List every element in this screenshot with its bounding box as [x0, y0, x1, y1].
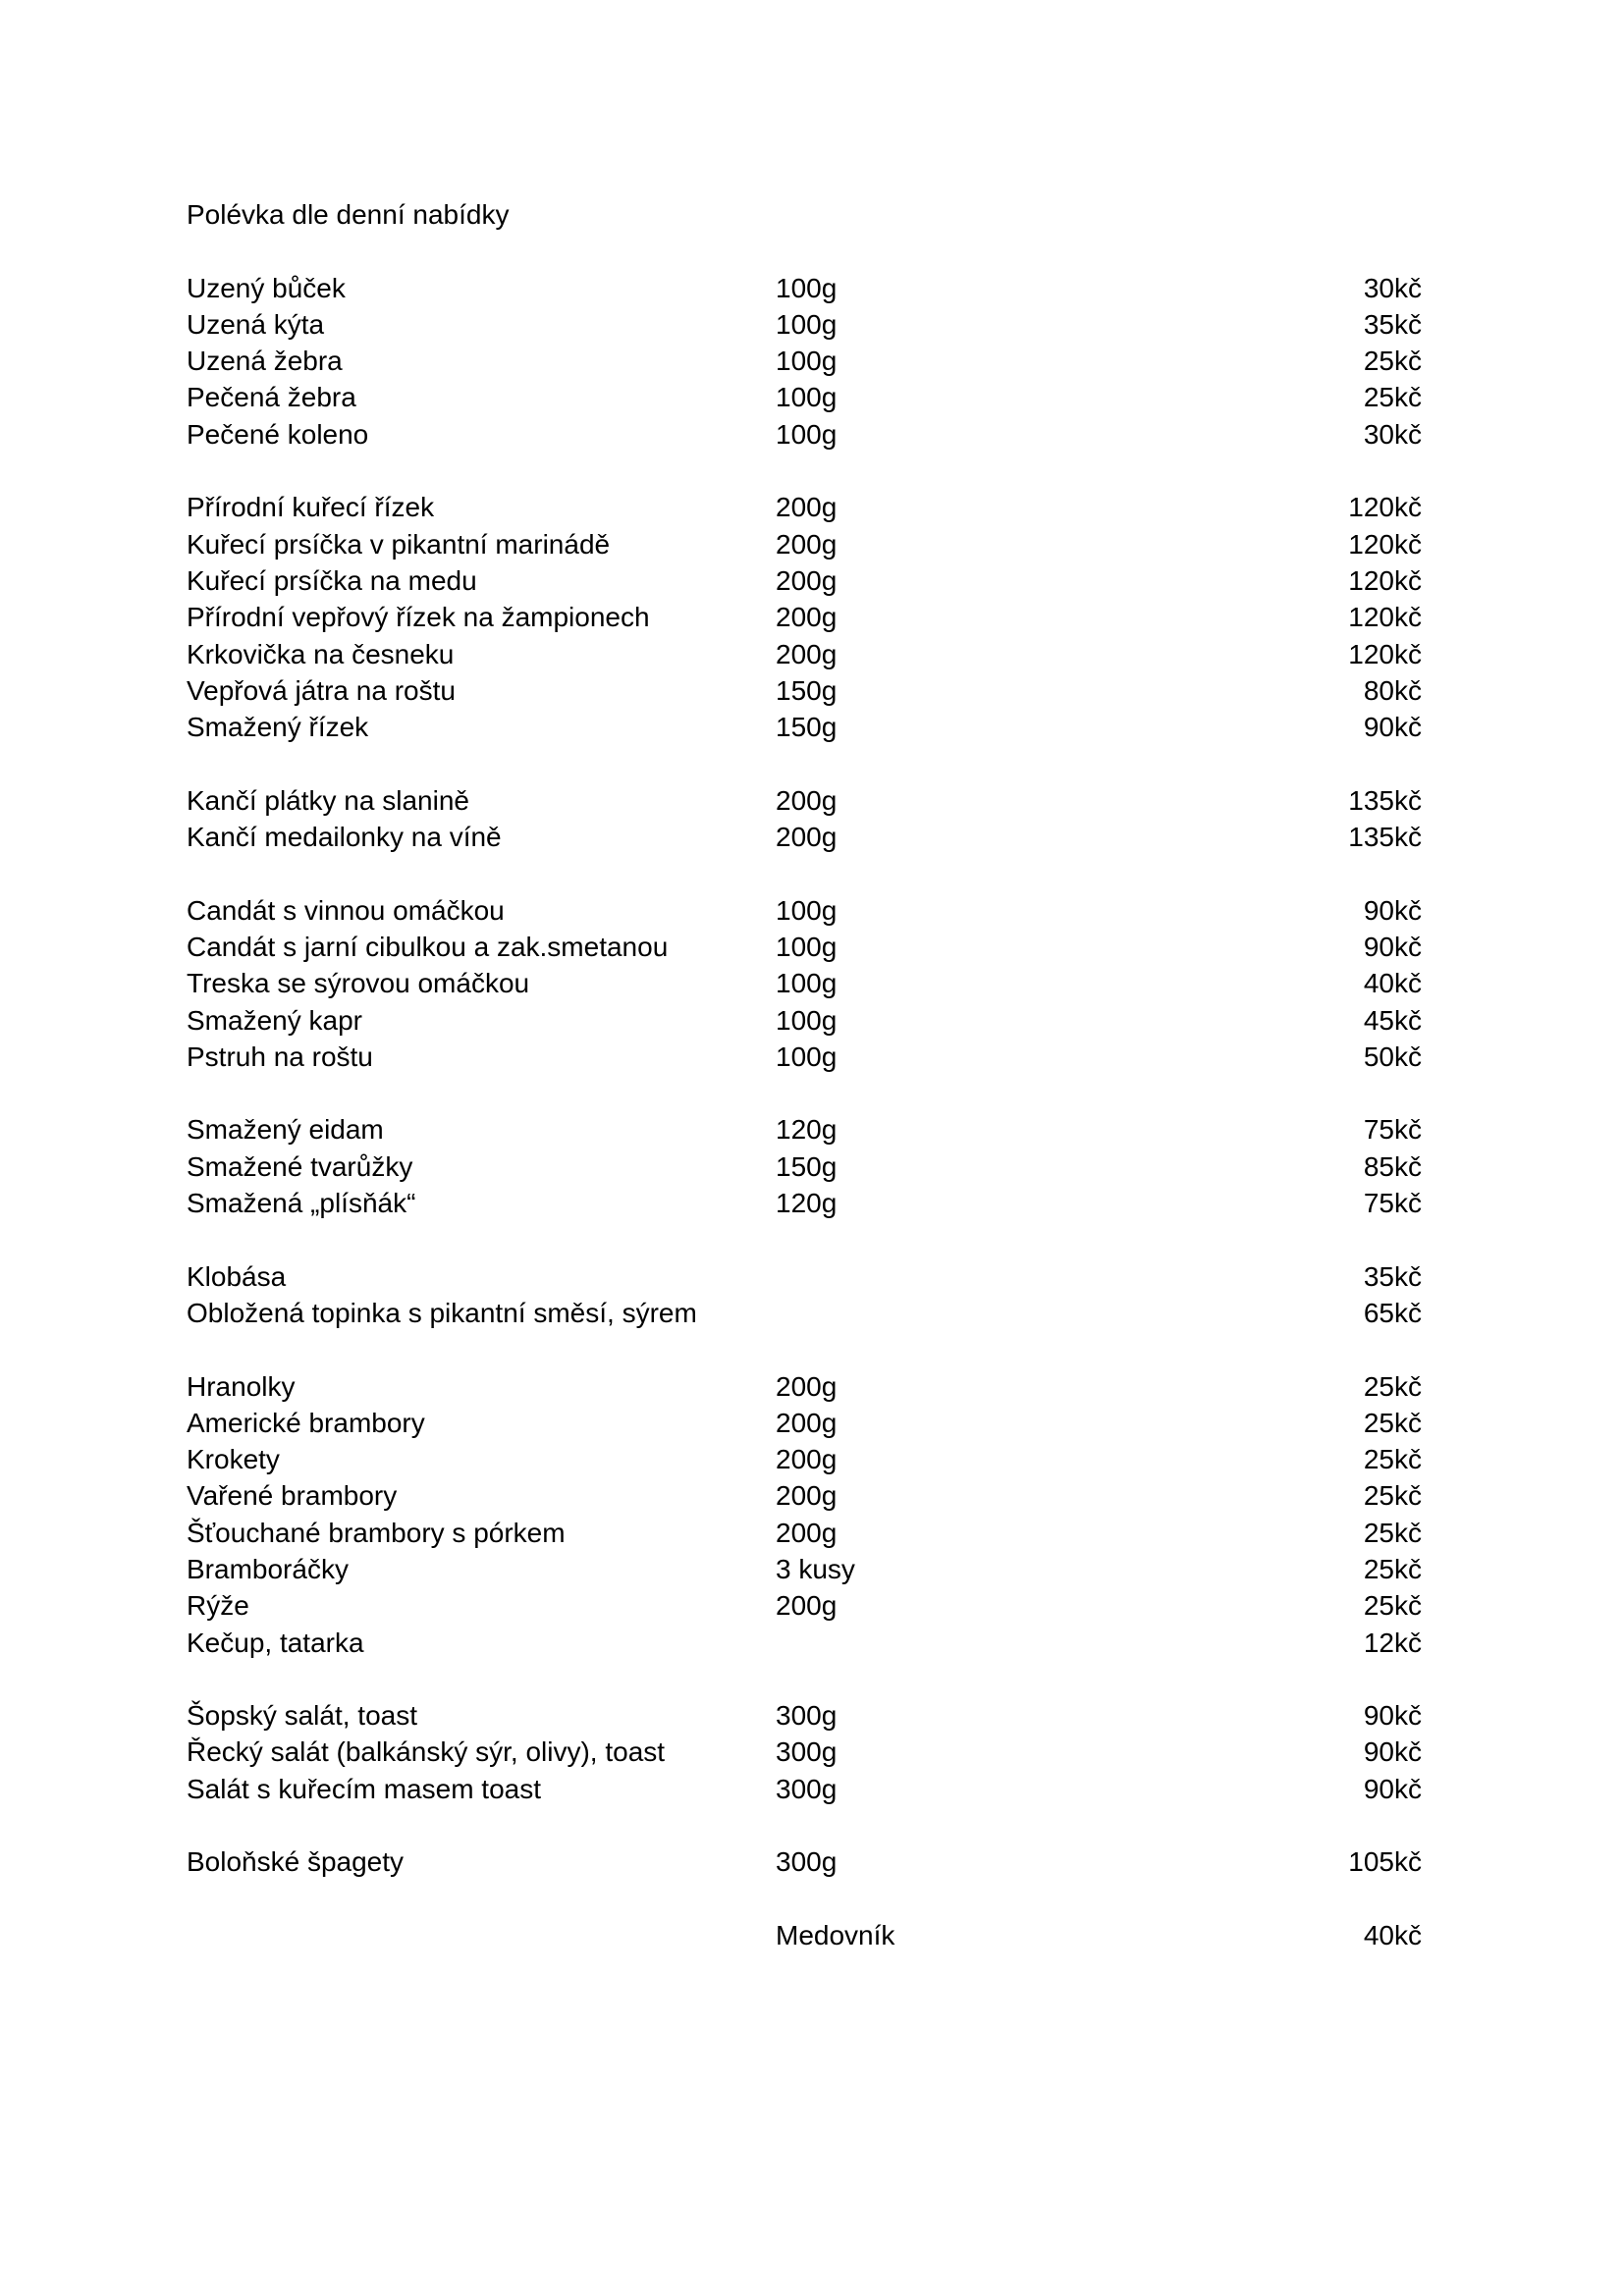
- item-name: Uzená žebra: [187, 346, 343, 377]
- menu-row: [187, 1551, 1422, 1587]
- menu-row: [187, 1258, 1422, 1295]
- item-price: 30kč: [1363, 272, 1422, 303]
- item-amount: 200g: [776, 1517, 838, 1548]
- item-price: 85kč: [1363, 1150, 1422, 1182]
- menu-row: [187, 1771, 1422, 1807]
- item-name: Smažený eidam: [187, 1114, 384, 1146]
- item-price: 90kč: [1363, 894, 1422, 926]
- menu-row: [187, 1515, 1422, 1551]
- item-amount: 300g: [776, 1700, 838, 1732]
- item-amount: 200g: [776, 528, 838, 560]
- item-price: 25kč: [1363, 1444, 1422, 1475]
- item-price: 25kč: [1363, 382, 1422, 413]
- menu-section: [187, 1368, 1422, 1661]
- item-name: Klobása: [187, 1260, 287, 1292]
- item-price: 75kč: [1363, 1114, 1422, 1146]
- item-name: Smažené tvarůžky: [187, 1150, 413, 1182]
- item-price: 90kč: [1363, 1736, 1422, 1768]
- item-amount: 100g: [776, 272, 838, 303]
- item-name: Kančí plátky na slanině: [187, 784, 469, 816]
- menu-row: [187, 1625, 1422, 1661]
- item-amount: 3 kusy: [776, 1553, 855, 1584]
- item-name: Uzená kýta: [187, 308, 325, 340]
- item-name: Vepřová játra na roštu: [187, 674, 456, 706]
- item-amount: 200g: [776, 638, 838, 669]
- item-name: Obložená topinka s pikantní směsí, sýrem: [187, 1297, 697, 1328]
- item-name: Šťouchané brambory s pórkem: [187, 1517, 566, 1548]
- item-amount: 200g: [776, 1444, 838, 1475]
- item-amount: 200g: [776, 492, 838, 523]
- item-name: Vařené brambory: [187, 1480, 398, 1512]
- menu-row: [187, 1734, 1422, 1770]
- menu-row: [187, 1405, 1422, 1441]
- menu-section: [187, 1258, 1422, 1332]
- menu-row: [187, 1039, 1422, 1075]
- menu-row: [187, 270, 1422, 306]
- menu-row: [187, 1917, 1422, 1953]
- menu-row: [187, 1697, 1422, 1734]
- item-amount: 100g: [776, 1004, 838, 1036]
- item-name: Candát s vinnou omáčkou: [187, 894, 505, 926]
- item-name: Kuřecí prsíčka v pikantní marinádě: [187, 528, 611, 560]
- item-price: 75kč: [1363, 1188, 1422, 1219]
- menu-row: [187, 1185, 1422, 1221]
- menu-section: [187, 1843, 1422, 1880]
- item-amount: 200g: [776, 1407, 838, 1438]
- item-price: 135kč: [1348, 784, 1422, 816]
- item-price: 35kč: [1363, 308, 1422, 340]
- item-amount: 100g: [776, 894, 838, 926]
- item-amount: 100g: [776, 308, 838, 340]
- item-amount: 200g: [776, 1480, 838, 1512]
- item-price: 30kč: [1363, 418, 1422, 450]
- item-price: 90kč: [1363, 712, 1422, 743]
- item-name: Rýže: [187, 1590, 249, 1622]
- menu-row: [187, 599, 1422, 635]
- menu-row: [187, 1002, 1422, 1039]
- menu-row: [187, 306, 1422, 343]
- item-price: 25kč: [1363, 1553, 1422, 1584]
- menu-row: [187, 819, 1422, 855]
- item-name: Hranolky: [187, 1370, 296, 1402]
- item-name: Americké brambory: [187, 1407, 425, 1438]
- item-amount: 150g: [776, 712, 838, 743]
- item-amount: 100g: [776, 346, 838, 377]
- item-name: Pečená žebra: [187, 382, 356, 413]
- menu-row: [187, 1441, 1422, 1477]
- menu-row: [187, 709, 1422, 745]
- menu-row: [187, 416, 1422, 453]
- item-name: Kuřecí prsíčka na medu: [187, 564, 477, 596]
- menu-row: [187, 1295, 1422, 1331]
- item-amount: 200g: [776, 564, 838, 596]
- item-name: Pstruh na roštu: [187, 1041, 373, 1072]
- menu-section: [187, 270, 1422, 453]
- item-name: Pečené koleno: [187, 418, 369, 450]
- menu-row: [187, 1111, 1422, 1148]
- item-amount: 100g: [776, 418, 838, 450]
- item-amount: 120g: [776, 1114, 838, 1146]
- menu-content: [187, 196, 1422, 1991]
- item-amount: 200g: [776, 1370, 838, 1402]
- item-name: Uzený bůček: [187, 272, 346, 303]
- menu-row: [187, 782, 1422, 819]
- item-price: 120kč: [1348, 638, 1422, 669]
- menu-row: [187, 343, 1422, 379]
- item-amount: 200g: [776, 784, 838, 816]
- menu-row: [187, 1843, 1422, 1880]
- item-name: Řecký salát (balkánský sýr, olivy), toast: [187, 1736, 666, 1768]
- item-name: Salát s kuřecím masem toast: [187, 1773, 542, 1804]
- item-name: Smažený kapr: [187, 1004, 362, 1036]
- item-amount: Medovník: [776, 1919, 895, 1950]
- item-name: Boloňské špagety: [187, 1846, 405, 1878]
- item-price: 40kč: [1363, 968, 1422, 999]
- item-name: Kančí medailonky na víně: [187, 822, 502, 853]
- item-name: Přírodní vepřový řízek na žampionech: [187, 602, 650, 633]
- item-amount: 150g: [776, 674, 838, 706]
- item-amount: 150g: [776, 1150, 838, 1182]
- item-amount: 100g: [776, 968, 838, 999]
- menu-sections: [187, 270, 1422, 1954]
- item-amount: 120g: [776, 1188, 838, 1219]
- item-amount: 100g: [776, 931, 838, 962]
- item-name: Kečup, tatarka: [187, 1627, 364, 1658]
- menu-section: [187, 1697, 1422, 1807]
- item-price: 90kč: [1363, 931, 1422, 962]
- item-name: Candát s jarní cibulkou a zak.smetanou: [187, 931, 669, 962]
- menu-row: [187, 526, 1422, 562]
- menu-row: [187, 1587, 1422, 1624]
- menu-section: [187, 782, 1422, 856]
- item-name: Krkovička na česneku: [187, 638, 455, 669]
- item-amount: 300g: [776, 1773, 838, 1804]
- item-price: 25kč: [1363, 1370, 1422, 1402]
- menu-section: [187, 489, 1422, 745]
- item-name: Bramboráčky: [187, 1553, 349, 1584]
- menu-row: [187, 965, 1422, 1001]
- item-amount: 200g: [776, 602, 838, 633]
- menu-section: [187, 1917, 1422, 1953]
- item-amount: 200g: [776, 1590, 838, 1622]
- menu-row: [187, 892, 1422, 929]
- item-price: 25kč: [1363, 346, 1422, 377]
- item-name: Smažený řízek: [187, 712, 369, 743]
- item-amount: 300g: [776, 1846, 838, 1878]
- menu-row: [187, 1477, 1422, 1514]
- item-price: 65kč: [1363, 1297, 1422, 1328]
- item-price: 35kč: [1363, 1260, 1422, 1292]
- item-price: 120kč: [1348, 492, 1422, 523]
- menu-row: [187, 929, 1422, 965]
- item-price: 12kč: [1363, 1627, 1422, 1658]
- item-name: Šopský salát, toast: [187, 1700, 418, 1732]
- menu-row: [187, 379, 1422, 415]
- item-price: 25kč: [1363, 1517, 1422, 1548]
- item-price: 40kč: [1363, 1919, 1422, 1950]
- item-price: 105kč: [1348, 1846, 1422, 1878]
- item-price: 120kč: [1348, 602, 1422, 633]
- menu-row: [187, 636, 1422, 672]
- item-price: 80kč: [1363, 674, 1422, 706]
- item-price: 45kč: [1363, 1004, 1422, 1036]
- item-price: 120kč: [1348, 564, 1422, 596]
- menu-row: [187, 672, 1422, 709]
- item-price: 25kč: [1363, 1407, 1422, 1438]
- item-name: Krokety: [187, 1444, 280, 1475]
- item-price: 50kč: [1363, 1041, 1422, 1072]
- item-amount: 100g: [776, 1041, 838, 1072]
- item-price: 120kč: [1348, 528, 1422, 560]
- item-price: 135kč: [1348, 822, 1422, 853]
- page-title: Polévka dle denní nabídky: [187, 199, 510, 230]
- item-price: 90kč: [1363, 1773, 1422, 1804]
- menu-row: [187, 562, 1422, 599]
- item-price: 25kč: [1363, 1480, 1422, 1512]
- item-amount: 100g: [776, 382, 838, 413]
- menu-row: [187, 489, 1422, 525]
- item-name: Treska se sýrovou omáčkou: [187, 968, 530, 999]
- item-name: Přírodní kuřecí řízek: [187, 492, 435, 523]
- menu-row: [187, 1368, 1422, 1405]
- menu-section: [187, 1111, 1422, 1221]
- item-amount: 300g: [776, 1736, 838, 1768]
- menu-row: [187, 1148, 1422, 1185]
- item-amount: 200g: [776, 822, 838, 853]
- item-price: 25kč: [1363, 1590, 1422, 1622]
- menu-section: [187, 892, 1422, 1075]
- item-name: Smažená „plísňák“: [187, 1188, 416, 1219]
- item-price: 90kč: [1363, 1700, 1422, 1732]
